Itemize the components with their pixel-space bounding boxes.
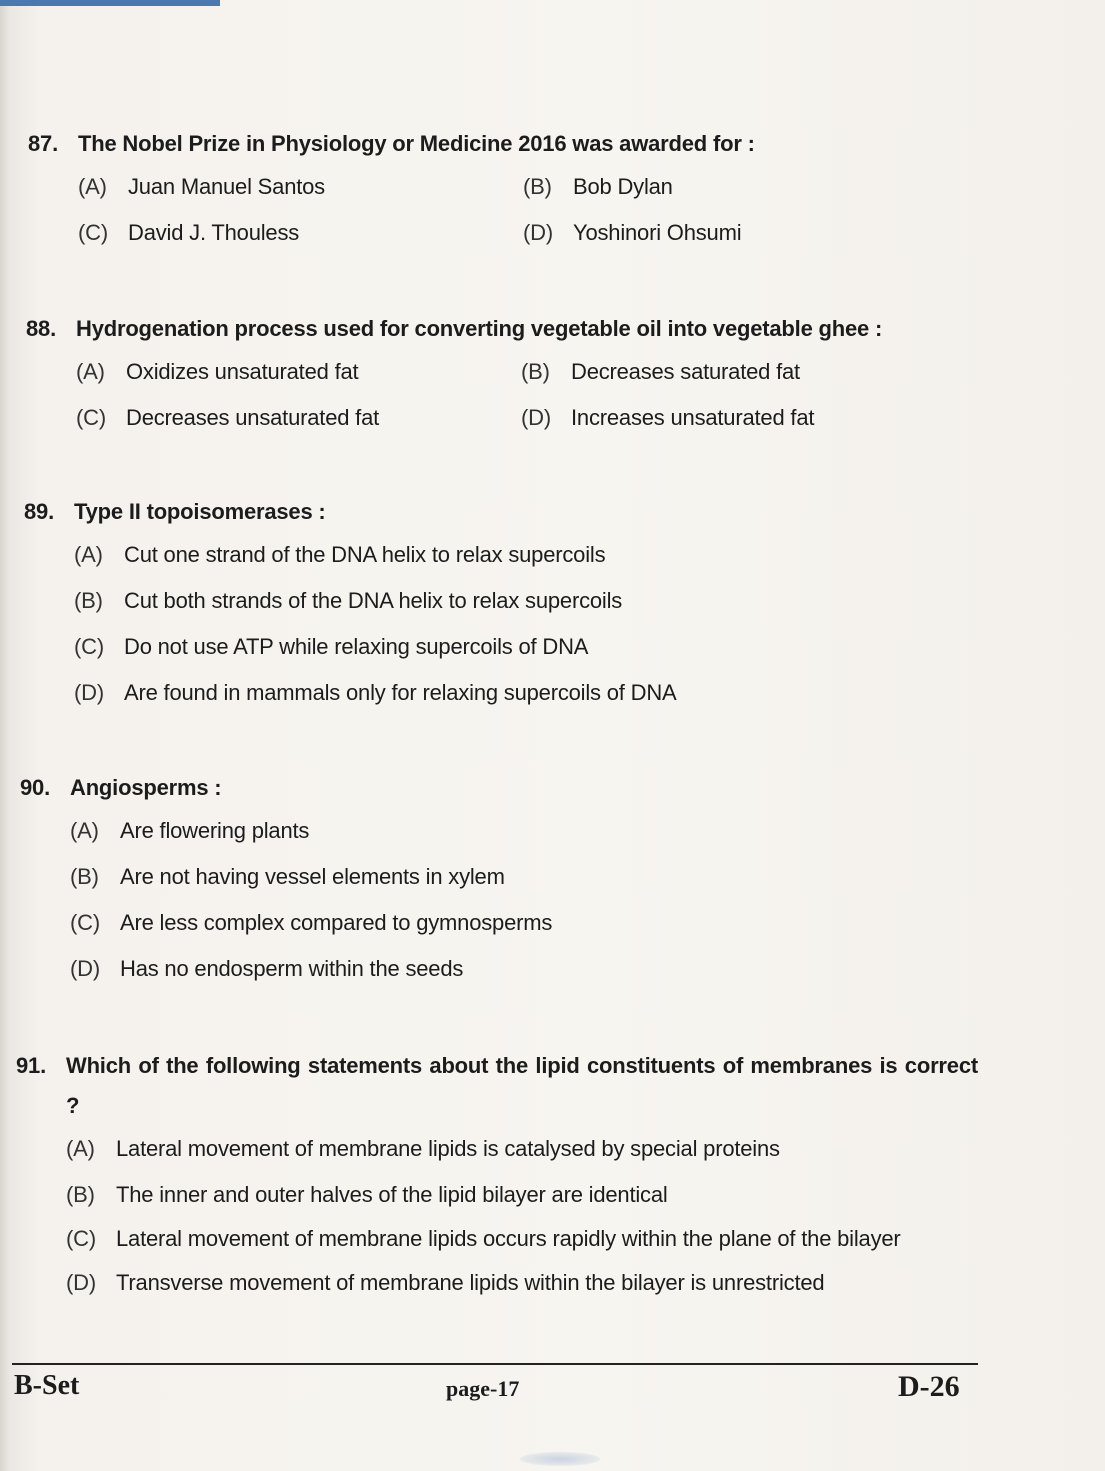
option-text: Lateral movement of membrane lipids is catalysed by special proteins	[116, 1136, 780, 1161]
option-a	[74, 532, 1004, 578]
option-label: (B)	[521, 359, 550, 384]
option-c	[70, 900, 1000, 946]
option-a	[78, 164, 523, 210]
option-text: Cut both strands of the DNA helix to relax supercoils	[124, 588, 623, 613]
question-stem	[28, 124, 1008, 164]
option-d	[523, 210, 968, 256]
option-text: David J. Thouless	[128, 220, 300, 245]
option-b	[521, 349, 966, 395]
option-a	[70, 808, 1000, 854]
option-label: (A)	[66, 1136, 95, 1161]
question-91	[16, 1046, 978, 1306]
option-text: Are found in mammals only for relaxing supercoils of DNA	[124, 680, 677, 705]
option-text: Are not having vessel elements in xylem	[120, 864, 505, 889]
option-text: Are less complex compared to gymnosperms	[120, 910, 553, 935]
option-c	[66, 1218, 978, 1260]
option-text: Lateral movement of membrane lipids occurs rapidly within the plane of the bilayer	[116, 1226, 901, 1251]
option-label: (D)	[521, 405, 551, 430]
option-label: (C)	[76, 405, 106, 430]
option-text: Increases unsaturated fat	[571, 405, 815, 430]
question-text: Which of the following statements about the lipid constituents of membranes is correct ?	[66, 1053, 978, 1118]
option-d	[74, 670, 1004, 716]
option-c	[76, 395, 521, 441]
option-label: (C)	[66, 1226, 96, 1251]
option-label: (D)	[70, 956, 100, 981]
question-number: 87.	[28, 131, 58, 156]
option-text: Decreases unsaturated fat	[126, 405, 380, 430]
option-label: (A)	[70, 818, 99, 843]
question-number: 90.	[20, 775, 50, 800]
option-b	[74, 578, 1004, 624]
option-text: Decreases saturated fat	[571, 359, 800, 384]
option-text: Cut one strand of the DNA helix to relax supercoils	[124, 542, 606, 567]
question-text: Type II topoisomerases :	[74, 499, 326, 524]
question-87	[28, 124, 1008, 256]
option-d	[521, 395, 966, 441]
option-text: The inner and outer halves of the lipid bilayer are identical	[116, 1182, 668, 1207]
option-b	[66, 1172, 978, 1218]
option-text: Oxidizes unsaturated fat	[126, 359, 359, 384]
question-stem	[20, 768, 1000, 808]
option-text: Transverse movement of membrane lipids within the bilayer is unrestricted	[116, 1270, 825, 1295]
option-text: Juan Manuel Santos	[128, 174, 325, 199]
option-label: (C)	[78, 220, 108, 245]
footer-page-number: page-17	[446, 1376, 520, 1401]
option-text: Yoshinori Ohsumi	[573, 220, 742, 245]
option-c	[78, 210, 523, 256]
options-list	[66, 1126, 978, 1306]
question-number: 91.	[16, 1053, 46, 1078]
question-stem	[16, 1046, 978, 1126]
option-label: (B)	[74, 588, 103, 613]
options-grid	[78, 164, 1008, 256]
footer-divider	[12, 1363, 978, 1365]
option-text: Do not use ATP while relaxing supercoils of DNA	[124, 634, 589, 659]
question-number: 88.	[26, 316, 56, 341]
options-list	[70, 808, 1000, 992]
option-label: (D)	[74, 680, 104, 705]
footer-code: D-26	[898, 1370, 960, 1403]
options-list	[74, 532, 1004, 716]
option-label: (D)	[66, 1270, 96, 1295]
option-text: Has no endosperm within the seeds	[120, 956, 464, 981]
question-90	[20, 768, 1000, 992]
option-d	[66, 1260, 978, 1306]
option-label: (C)	[74, 634, 104, 659]
question-text: The Nobel Prize in Physiology or Medicine 2016 was awarded for :	[78, 131, 755, 156]
option-b	[523, 164, 968, 210]
question-stem	[26, 309, 1006, 349]
option-label: (A)	[74, 542, 103, 567]
option-a	[66, 1126, 978, 1172]
question-text: Hydrogenation process used for converting vegetable oil into vegetable ghee :	[76, 316, 883, 341]
question-number: 89.	[24, 499, 54, 524]
question-stem	[24, 492, 1004, 532]
question-89	[24, 492, 1004, 716]
option-text: Bob Dylan	[573, 174, 673, 199]
option-label: (B)	[66, 1182, 95, 1207]
option-label: (D)	[523, 220, 553, 245]
print-smudge	[520, 1452, 600, 1466]
question-88	[26, 309, 1006, 441]
footer-set-label: B-Set	[14, 1370, 80, 1401]
option-c	[74, 624, 1004, 670]
option-label: (A)	[76, 359, 105, 384]
option-label: (B)	[70, 864, 99, 889]
question-text: Angiosperms :	[70, 775, 222, 800]
option-b	[70, 854, 1000, 900]
option-d	[70, 946, 1000, 992]
option-label: (A)	[78, 174, 107, 199]
option-label: (C)	[70, 910, 100, 935]
top-color-strip	[0, 0, 220, 6]
option-text: Are flowering plants	[120, 818, 310, 843]
options-grid	[76, 349, 1006, 441]
option-a	[76, 349, 521, 395]
option-label: (B)	[523, 174, 552, 199]
